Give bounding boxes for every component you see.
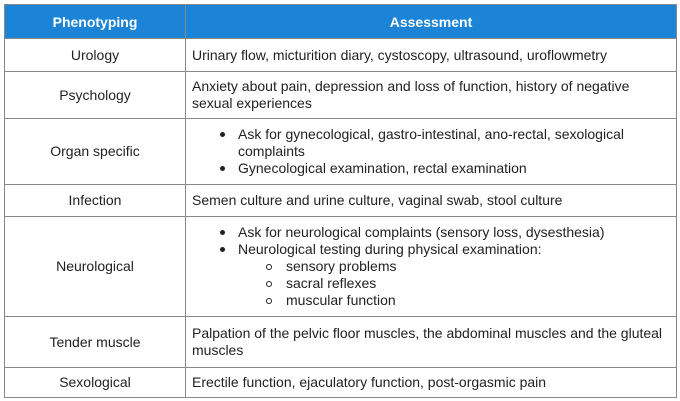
sub-bullet-list [238,258,670,309]
sub-list-item: sensory problems [286,258,670,275]
list-item: Ask for neurological complaints (sensory loss, dysesthesia) [238,224,670,241]
table-row [5,368,677,398]
phenotyping-table [4,4,677,398]
bullet-list [192,126,670,177]
list-item: Ask for gynecological, gastro-intestinal, ano-rectal, sexological complaints [238,126,670,160]
phenotype-cell: Urology [5,39,186,72]
assessment-cell: Palpation of the pelvic floor muscles, the abdominal muscles and the gluteal muscles [186,317,677,368]
phenotype-cell: Organ specific [5,119,186,185]
assessment-cell [186,217,677,317]
header-assessment: Assessment [186,5,677,39]
table-row [5,39,677,72]
phenotype-cell: Psychology [5,72,186,119]
bullet-list [192,224,670,309]
phenotyping-table-container [4,4,677,398]
phenotype-cell: Tender muscle [5,317,186,368]
table-row [5,317,677,368]
table-row [5,119,677,185]
assessment-cell: Anxiety about pain, depression and loss of function, history of negative sexual experiences [186,72,677,119]
list-item: Gynecological examination, rectal examination [238,160,670,177]
list-item [238,241,670,309]
phenotype-cell: Neurological [5,217,186,317]
assessment-cell: Urinary flow, micturition diary, cystoscopy, ultrasound, uroflowmetry [186,39,677,72]
assessment-cell [186,119,677,185]
sub-list-item: muscular function [286,292,670,309]
header-phenotyping: Phenotyping [5,5,186,39]
phenotype-cell: Sexological [5,368,186,398]
header-row [5,5,677,39]
sub-list-item: sacral reflexes [286,275,670,292]
table-row [5,217,677,317]
table-row [5,72,677,119]
phenotype-cell: Infection [5,185,186,217]
table-row [5,185,677,217]
list-item-text: Neurological testing during physical examination: [238,241,542,257]
assessment-cell: Semen culture and urine culture, vaginal swab, stool culture [186,185,677,217]
assessment-cell: Erectile function, ejaculatory function, post-orgasmic pain [186,368,677,398]
